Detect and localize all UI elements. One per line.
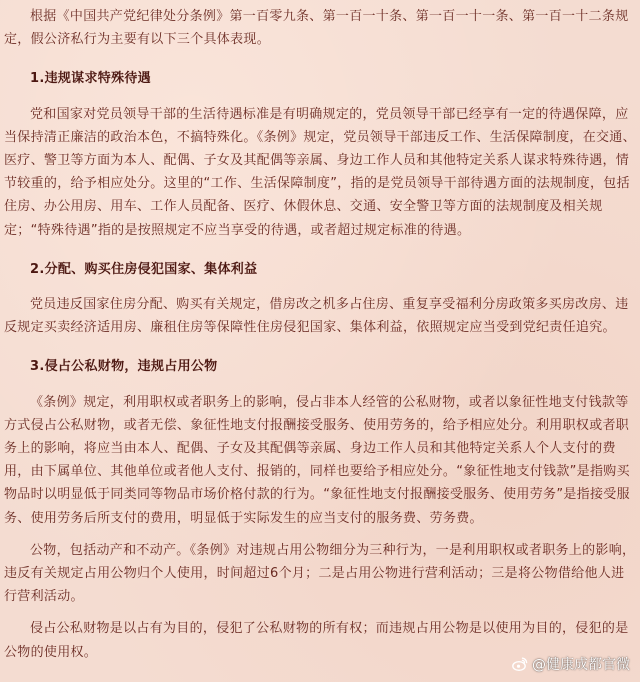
article-body bbox=[4, 5, 636, 664]
weibo-watermark bbox=[512, 654, 630, 674]
section-3-paragraph-3: 侵占公私财物是以占有为目的，侵犯了公私财物的所有权；而违规占用公物是以使用为目的，侵犯的是公物的使用权。 bbox=[4, 621, 629, 660]
section-heading-1: 1.违规谋求特殊待遇 bbox=[30, 71, 151, 87]
weibo-icon bbox=[512, 656, 528, 672]
intro-paragraph: 根据《中国共产党纪律处分条例》第一百零九条、第一百一十条、第一百一十一条、第一百一十二条规定，假公济私行为主要有以下三个具体表现。 bbox=[4, 9, 629, 48]
section-1-paragraph-1: 党和国家对党员领导干部的生活待遇标准是有明确规定的，党员领导干部已经享有一定的待遇保障，应当保持清正廉洁的政治本色，不搞特殊化。《条例》规定，党员领导干部违反工作、生活保障制度，在交通、医疗、警卫等方面为本人、配偶、子女及其配偶等亲属、身边工作人员和其他特定关系人谋求特殊待遇，情节较重的，给予相应处分。这里的“工作、生活保障制度”，指的是党员领导干部待遇方面的法规制度，包括住房、办公用房、用车、工作人员配备、医疗、休假休息、交通、安全警卫等方面的法规制度及相关规定；“特殊待遇”指的是按照规定不应当享受的待遇，或者超过规定标准的待遇。 bbox=[4, 106, 636, 238]
section-heading-2: 2.分配、购买住房侵犯国家、集体利益 bbox=[30, 261, 258, 277]
section-heading-3: 3.侵占公私财物，违规占用公物 bbox=[30, 359, 218, 375]
watermark-text: @健康成都官微 bbox=[532, 657, 630, 673]
section-3-paragraph-2: 公物，包括动产和不动产。《条例》对违规占用公物细分为三种行为，一是利用职权或者职务上的影响，违反有关规定占用公物归个人使用，时间超过6个月；二是占用公物进行营利活动；三是将公物借给他人进行营利活动。 bbox=[4, 542, 636, 605]
section-2-paragraph-1: 党员违反国家住房分配、购买有关规定，借房改之机多占住房、重复享受福利分房政策多买房改房、违反规定买卖经济适用房、廉租住房等保障性住房侵犯国家、集体利益，依照规定应当受到党纪责任追究。 bbox=[4, 297, 629, 336]
section-3-paragraph-1: 《条例》规定，利用职权或者职务上的影响，侵占非本人经管的公私财物，或者以象征性地支付钱款等方式侵占公私财物，或者无偿、象征性地支付报酬接受服务、使用劳务的，给予相应处分。利用职权或者职务上的影响，将应当由本人、配偶、子女及其配偶等亲属、身边工作人员和其他特定关系人个人支付的费用，由下属单位、其他单位或者他人支付、报销的，同样也要给予相应处分。“象征性地支付钱款”是指购买物品时以明显低于同类同等物品市场价格付款的行为。“象征性地支付报酬接受服务、使用劳务”是指接受服务、使用劳务后所支付的费用，明显低于实际发生的应当支付的服务费、劳务费。 bbox=[4, 394, 630, 526]
